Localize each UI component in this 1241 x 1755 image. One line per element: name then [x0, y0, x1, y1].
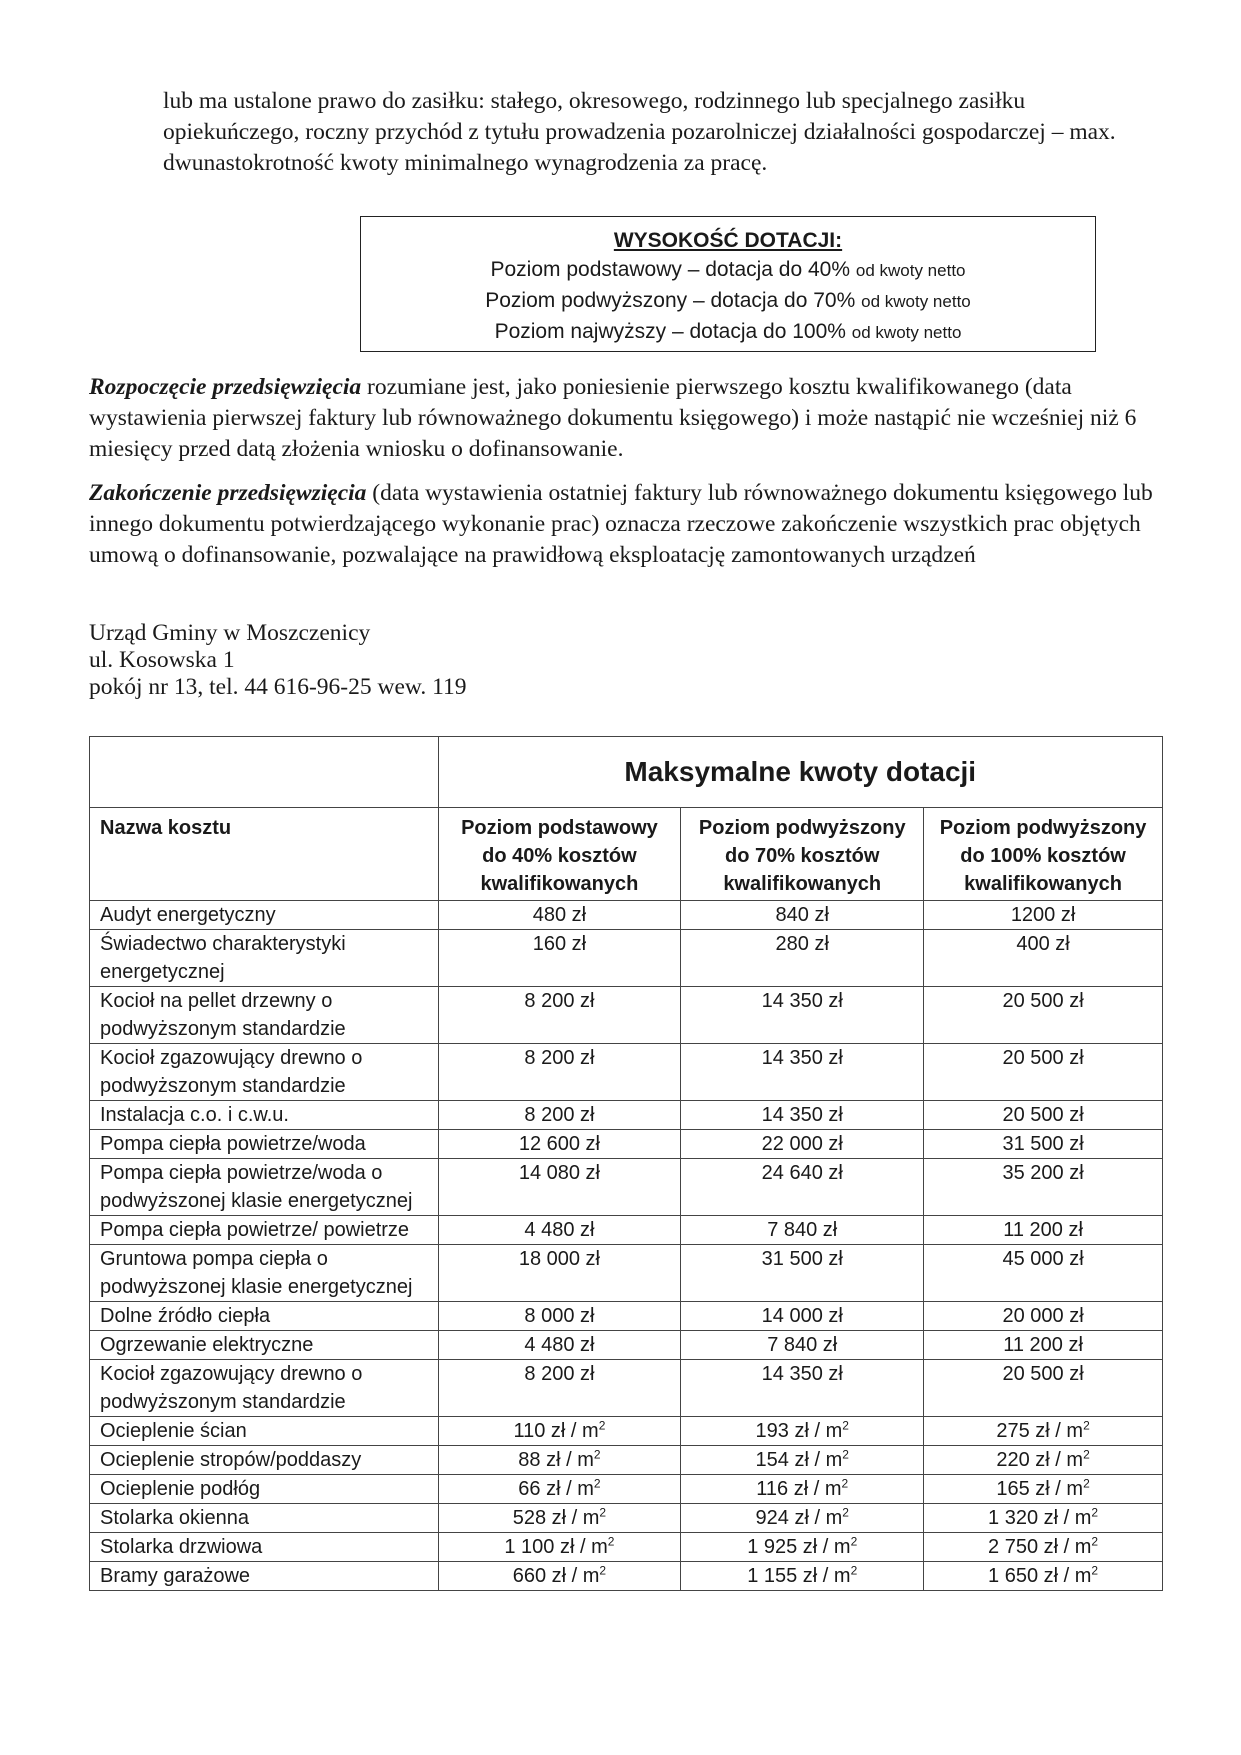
header-highest-level: Poziom podwyższony do 100% kosztów kwalifikowanych — [924, 808, 1163, 901]
square-meter-exponent: 2 — [607, 1534, 615, 1549]
square-meter-exponent: 2 — [593, 1447, 601, 1462]
table-row — [90, 1360, 1163, 1417]
intro-paragraph: lub ma ustalone prawo do zasiłku: stałego, okresowego, rodzinnego lub specjalnego zasiłku opiekuńczego, roczny przychód z tytułu prowadzenia pozarolniczej działalności gospodarczej – max. dwunastokrotność kwoty minimalnego wynagrodzenia za pracę. — [163, 88, 1116, 176]
grant-value-cell-v40: 88 zł / $m^2$ — [438, 1446, 681, 1475]
square-meter-exponent: 2 — [1083, 1476, 1090, 1491]
office-room-phone: pokój nr 13, tel. 44 616-96-25 wew. 119 — [89, 674, 467, 700]
grant-value-cell-v70: 14 350 zł — [681, 987, 924, 1044]
table-header-row — [90, 808, 1163, 901]
cost-name-cell: Gruntowa pompa ciepła o podwyższonej klasie energetycznej — [90, 1245, 439, 1302]
cost-name-cell: Kocioł na pellet drzewny o podwyższonym standardzie — [90, 987, 439, 1044]
square-meter-exponent: 2 — [1091, 1505, 1099, 1520]
cost-name-cell: Bramy garażowe — [90, 1562, 439, 1591]
cost-name-cell: Kocioł zgazowujący drewno o podwyższonym standardzie — [90, 1360, 439, 1417]
table-body — [90, 901, 1163, 1591]
grant-value-cell-v70: 116 zł / $m^2$ — [681, 1475, 924, 1504]
grant-levels-box — [360, 216, 1096, 352]
grant-value-cell-v100: 2 750 zł / $m^2$ — [924, 1533, 1163, 1562]
grant-value-cell-v40: 660 zł / $m^2$ — [438, 1562, 681, 1591]
project-start-text: rozumiane jest, jako poniesienie pierwszego kosztu kwalifikowanego (data wystawienia pierwszej faktury lub równoważnego dokumentu księgowego) i może nastąpić nie wcześniej niż 6 miesięcy przed datą złożenia wniosku o dofinansowanie. — [89, 374, 1137, 462]
grant-value-cell-v70: 193 zł / $m^2$ — [681, 1417, 924, 1446]
grant-value-cell-v40: 4 480 zł — [438, 1331, 681, 1360]
cost-name-cell: Świadectwo charakterystyki energetycznej — [90, 930, 439, 987]
grant-value-cell-v40: 480 zł — [438, 901, 681, 930]
header-basic-level: Poziom podstawowy do 40% kosztów kwalifikowanych — [438, 808, 681, 901]
cost-name-cell: Stolarka drzwiowa — [90, 1533, 439, 1562]
grant-value-cell-v70: 1 155 zł / $m^2$ — [681, 1562, 924, 1591]
square-meter-exponent: 2 — [842, 1418, 849, 1433]
grant-value-cell-v100: 11 200 zł — [924, 1216, 1163, 1245]
project-end-term: Zakończenie przedsięwzięcia — [89, 480, 367, 506]
grant-value-cell-v70: 14 350 zł — [681, 1360, 924, 1417]
grant-value-cell-v70: 1 925 zł / $m^2$ — [681, 1533, 924, 1562]
cost-name-cell: Stolarka okienna — [90, 1504, 439, 1533]
grant-value-cell-v40: 14 080 zł — [438, 1159, 681, 1216]
table-title-row — [90, 737, 1163, 808]
grant-value-cell-v100: 20 500 zł — [924, 1044, 1163, 1101]
square-meter-exponent: 2 — [599, 1563, 607, 1578]
square-meter-exponent: 2 — [1091, 1563, 1099, 1578]
table-row — [90, 901, 1163, 930]
grant-value-cell-v40: 160 zł — [438, 930, 681, 987]
table-row — [90, 1504, 1163, 1533]
grant-value-cell-v100: 220 zł / $m^2$ — [924, 1446, 1163, 1475]
project-start-paragraph — [89, 372, 1164, 465]
square-meter-exponent: 2 — [850, 1534, 858, 1549]
square-meter-exponent: 2 — [841, 1476, 849, 1491]
grant-value-cell-v40: 8 200 zł — [438, 1101, 681, 1130]
project-end-paragraph — [89, 478, 1164, 571]
grant-value-cell-v100: 165 zł / $m^2$ — [924, 1475, 1163, 1504]
grant-value-cell-v100: 275 zł / $m^2$ — [924, 1417, 1163, 1446]
header-increased-level: Poziom podwyższony do 70% kosztów kwalifikowanych — [681, 808, 924, 901]
grant-levels-title: WYSOKOŚĆ DOTACJI: — [613, 229, 843, 252]
table-corner-cell — [90, 737, 439, 808]
table-title: Maksymalne kwoty dotacji — [438, 737, 1162, 808]
cost-name-cell: Pompa ciepła powietrze/woda o podwyższonej klasie energetycznej — [90, 1159, 439, 1216]
grant-value-cell-v70: 22 000 zł — [681, 1130, 924, 1159]
grant-value-cell-v40: 8 200 zł — [438, 1044, 681, 1101]
grant-value-cell-v70: 31 500 zł — [681, 1245, 924, 1302]
office-name: Urząd Gminy w Moszczenicy — [89, 620, 371, 646]
grant-value-cell-v40: 528 zł / $m^2$ — [438, 1504, 681, 1533]
grant-value-cell-v100: 35 200 zł — [924, 1159, 1163, 1216]
grant-value-cell-v70: 24 640 zł — [681, 1159, 924, 1216]
square-meter-exponent: 2 — [1083, 1447, 1090, 1462]
table-row — [90, 1044, 1163, 1101]
grant-value-cell-v40: 8 200 zł — [438, 987, 681, 1044]
grant-value-cell-v40: 110 zł / $m^2$ — [438, 1417, 681, 1446]
table-row — [90, 1130, 1163, 1159]
square-meter-exponent: 2 — [1091, 1534, 1099, 1549]
max-grant-table — [89, 736, 1163, 1591]
grant-value-cell-v70: 7 840 zł — [681, 1331, 924, 1360]
grant-value-cell-v100: 1200 zł — [924, 901, 1163, 930]
square-meter-exponent: 2 — [599, 1505, 607, 1520]
table-row — [90, 1533, 1163, 1562]
grant-value-cell-v40: 66 zł / $m^2$ — [438, 1475, 681, 1504]
grant-value-cell-v40: 8 000 zł — [438, 1302, 681, 1331]
header-cost-name: Nazwa kosztu — [90, 808, 439, 901]
cost-name-cell: Audyt energetyczny — [90, 901, 439, 930]
grant-value-cell-v70: 840 zł — [681, 901, 924, 930]
grant-value-cell-v100: 1 320 zł / $m^2$ — [924, 1504, 1163, 1533]
table-row — [90, 1302, 1163, 1331]
project-end-text: (data wystawienia ostatniej faktury lub równoważnego dokumentu księgowego lub innego dokumentu potwierdzającego wykonanie prac) oznacza rzeczowe zakończenie wszystkich prac objętych umową o dofinansowanie, pozwalające na prawidłową eksploatację zamontowanych urządzeń — [89, 480, 1153, 568]
grant-value-cell-v100: 20 000 zł — [924, 1302, 1163, 1331]
cost-name-cell: Instalacja c.o. i c.w.u. — [90, 1101, 439, 1130]
square-meter-exponent: 2 — [850, 1563, 858, 1578]
grant-value-cell-v100: 20 500 zł — [924, 987, 1163, 1044]
cost-name-cell: Pompa ciepła powietrze/ powietrze — [90, 1216, 439, 1245]
cost-name-cell: Ocieplenie stropów/poddaszy — [90, 1446, 439, 1475]
grant-value-cell-v100: 400 zł — [924, 930, 1163, 987]
project-start-term: Rozpoczęcie przedsięwzięcia — [89, 374, 362, 400]
grant-value-cell-v70: 7 840 zł — [681, 1216, 924, 1245]
square-meter-exponent: 2 — [842, 1447, 849, 1462]
square-meter-exponent: 2 — [1083, 1418, 1090, 1433]
grant-value-cell-v40: 12 600 zł — [438, 1130, 681, 1159]
table-row — [90, 930, 1163, 987]
grant-value-cell-v100: 45 000 zł — [924, 1245, 1163, 1302]
cost-name-cell: Dolne źródło ciepła — [90, 1302, 439, 1331]
grant-value-cell-v40: 8 200 zł — [438, 1360, 681, 1417]
office-address — [89, 620, 466, 701]
grant-value-cell-v40: 1 100 zł / $m^2$ — [438, 1533, 681, 1562]
grant-value-cell-v100: 11 200 zł — [924, 1331, 1163, 1360]
cost-name-cell: Ocieplenie ścian — [90, 1417, 439, 1446]
cost-name-cell: Ogrzewanie elektryczne — [90, 1331, 439, 1360]
grant-value-cell-v70: 154 zł / $m^2$ — [681, 1446, 924, 1475]
cost-name-cell: Kocioł zgazowujący drewno o podwyższonym standardzie — [90, 1044, 439, 1101]
grant-value-cell-v100: 31 500 zł — [924, 1130, 1163, 1159]
grant-value-cell-v70: 280 zł — [681, 930, 924, 987]
grant-value-cell-v100: 20 500 zł — [924, 1101, 1163, 1130]
table-row — [90, 1475, 1163, 1504]
cost-name-cell: Ocieplenie podłóg — [90, 1475, 439, 1504]
table-row — [90, 1216, 1163, 1245]
grant-value-cell-v70: 924 zł / $m^2$ — [681, 1504, 924, 1533]
grant-value-cell-v100: 20 500 zł — [924, 1360, 1163, 1417]
grant-value-cell-v40: 4 480 zł — [438, 1216, 681, 1245]
cost-name-cell: Pompa ciepła powietrze/woda — [90, 1130, 439, 1159]
grant-value-cell-v70: 14 350 zł — [681, 1101, 924, 1130]
office-street: ul. Kosowska 1 — [89, 647, 235, 673]
table-row — [90, 1417, 1163, 1446]
table-row — [90, 1446, 1163, 1475]
grant-value-cell-v70: 14 000 zł — [681, 1302, 924, 1331]
grant-value-cell-v70: 14 350 zł — [681, 1044, 924, 1101]
table-row — [90, 1101, 1163, 1130]
table-row — [90, 1331, 1163, 1360]
grant-value-cell-v100: 1 650 zł / $m^2$ — [924, 1562, 1163, 1591]
grant-level-basic: Poziom podstawowy – dotacja do 40% od kwoty netto — [490, 258, 966, 281]
grant-value-cell-v40: 18 000 zł — [438, 1245, 681, 1302]
square-meter-exponent: 2 — [842, 1505, 849, 1520]
table-row — [90, 1245, 1163, 1302]
grant-level-highest: Poziom najwyższy – dotacja do 100% od kwoty netto — [494, 320, 962, 343]
table-row — [90, 1562, 1163, 1591]
table-row — [90, 1159, 1163, 1216]
square-meter-exponent: 2 — [598, 1418, 606, 1433]
grant-level-increased: Poziom podwyższony – dotacja do 70% od kwoty netto — [485, 289, 971, 312]
table-row — [90, 987, 1163, 1044]
square-meter-exponent: 2 — [593, 1476, 601, 1491]
